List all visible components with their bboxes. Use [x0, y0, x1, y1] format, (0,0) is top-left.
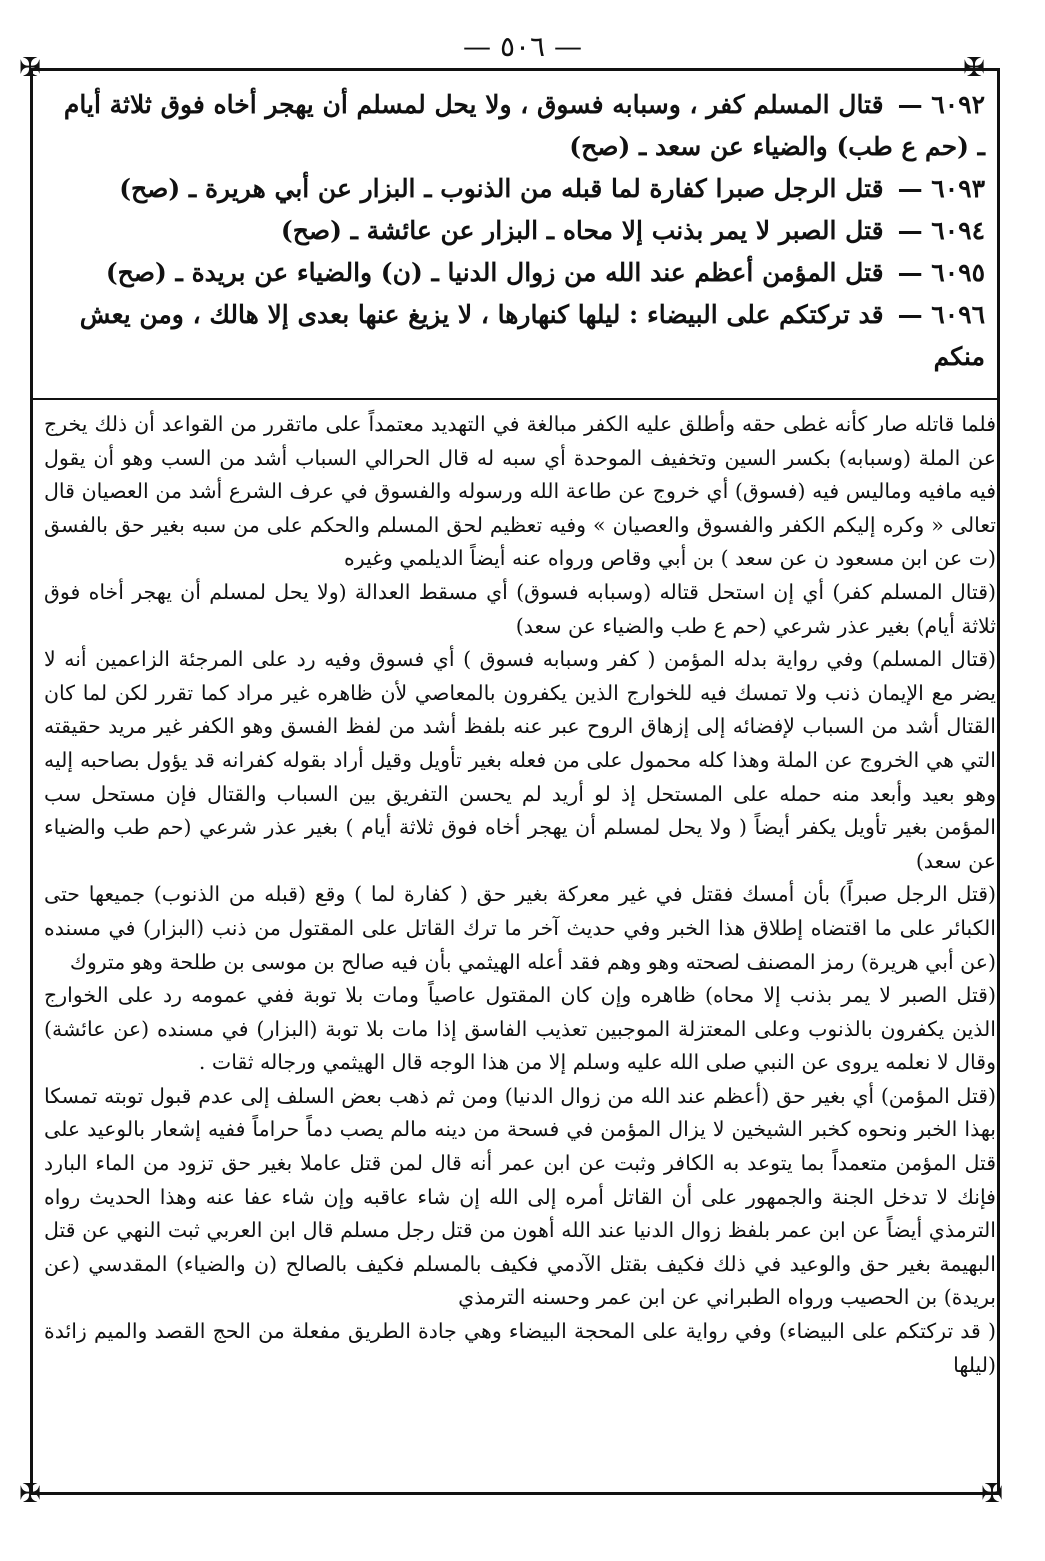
- hadith-text: قتال المسلم كفر ، وسبابه فسوق ، ولا يحل لمسلم أن يهجر أخاه فوق ثلاثة أيام ـ (حم ع طب) والضياء عن سعد ـ (صح): [63, 90, 985, 161]
- commentary-paragraph: (قتل الرجل صبراً) بأن أمسك فقتل في غير معركة بغير حق ( كفارة لما ) وقع (قبله من الذنوب) جميعها حتى الكبائر على ما اقتضاه إطلاق هذا الخبر وفي حديث آخر ما ترك القاتل على المقتول من ذنب (البزار) في مسنده (عن أبي هريرة) رمز المصنف لصحته وهو وهم فقد أعله الهيثمي بأن فيه صالح بن موسى بن طلحة وهو متروك: [44, 882, 996, 974]
- corner-ornament-icon: ✠: [19, 1479, 41, 1509]
- hadith-number: ٦٠٩٥ —: [897, 258, 985, 287]
- hadith-entry: [50, 210, 985, 252]
- commentary-paragraph: (قتل المؤمن) أي بغير حق (أعظم عند الله من زوال الدنيا) ومن ثم ذهب بعض السلف إلى عدم قبول توبته تمسكا بهذا الخبر ونحوه كخبر الشيخين لا يزال المؤمن في فسحة من دينه مالم يصب دماً حراماً ففيه إشعار بالوعيد على قتل المؤمن متعمداً بما يتوعد به الكافر وثبت عن ابن عمر أنه قال لمن قتل عاملا بغير حق تزود من الماء البارد فإنك لا تدخل الجنة والجمهور على أن القاتل أمره إلى الله إن شاء عاقبه وإن شاء عفا عنه وهذا الحديث رواه الترمذي أيضاً عن ابن عمر بلفظ زوال الدنيا عند الله أهون من قتل رجل مسلم قال ابن العربي ثبت النهي عن قتل البهيمة بغير حق والوعيد في ذلك فكيف بقتل الآدمي فكيف بالمسلم فكيف بالصالح (ن والضياء) المقدسي (عن بريدة) بن الحصيب ورواه الطبراني عن ابن عمر وحسنه الترمذي: [44, 1083, 996, 1310]
- commentary-paragraph: (قتال المسلم كفر) أي إن استحل قتاله (وسبابه فسوق) أي مسقط العدالة (ولا يحل لمسلم أن يهجر أخاه فوق ثلاثة أيام) بغير عذر شرعي (حم ع طب والضياء عن سعد): [44, 579, 996, 638]
- section-divider: [32, 398, 998, 400]
- hadith-entry: [50, 84, 985, 168]
- commentary-paragraph: فلما قاتله صار كأنه غطى حقه وأطلق عليه الكفر مبالغة في التهديد معتمداً على ماتقرر من القواعد أن ذلك يخرج عن الملة (وسبابه) بكسر السين وتخفيف الموحدة أي سبه له قال الحرالي السباب أشد من السب وهو أن يقول فيه مافيه وماليس فيه (فسوق) أي خروج عن طاعة الله ورسوله والفسوق في عرف الشرع أشد من العصيان قال تعالى « وكره إليكم الكفر والفسوق والعصيان » وفيه تعظيم لحق المسلم والحكم على من سبه بغير حق بالفسق (ت عن ابن مسعود ن عن سعد ) بن أبي وقاص ورواه عنه أيضاً الديلمي وغيره: [44, 412, 996, 571]
- commentary-section: [44, 408, 996, 1382]
- hadith-text-section: [50, 84, 985, 378]
- commentary-paragraph: (قتال المسلم) وفي رواية بدله المؤمن ( كفر وسبابه فسوق ) أي فسوق وفيه رد على المرجئة الزاعمين أنه لا يضر مع الإيمان ذنب ولا تمسك فيه للخوارج الذين يكفرون بالمعاصي لأن ظاهره غير مراد كما تقرر لكن لما كان القتال أشد من السباب لإفضائه إلى إزهاق الروح عبر عنه بلفظ أشد من لفظ الفسق وهو الكفر غير مريد حقيقته التي هي الخروج عن الملة وهذا كله محمول على من فعله بغير تأويل وقيل أراد بقوله كفرانه قد يؤول بصاحبه إليه وهو بعيد وأبعد منه حمله على المستحل إذ لو أريد لم يحسن التفريق بين السباب والقتال فإن مستحل سب المؤمن بغير تأويل يكفر أيضاً ( ولا يحل لمسلم أن يهجر أخاه فوق ثلاثة أيام ) بغير عذر شرعي (حم طب والضياء عن سعد): [44, 647, 996, 873]
- corner-ornament-icon: ✠: [981, 1479, 1003, 1509]
- hadith-number: ٦٠٩٣ —: [897, 174, 985, 203]
- commentary-paragraph: (قتل الصبر لا يمر بذنب إلا محاه) ظاهره وإن كان المقتول عاصياً ومات بلا توبة ففي عمومه رد على الخوارج الذين يكفرون بالذنوب وعلى المعتزلة الموجبين تعذيب الفاسق إذا مات بلا توبة (البزار) في مسنده (عن عائشة) وقال لا نعلمه يروى عن النبي صلى الله عليه وسلم إلا من هذا الوجه قال الهيثمي ورجاله ثقات .: [44, 983, 996, 1075]
- hadith-entry: [50, 252, 985, 294]
- hadith-entry: [50, 294, 985, 378]
- hadith-text: قتل الصبر لا يمر بذنب إلا محاه ـ البزار عن عائشة ـ (صح): [280, 216, 884, 245]
- commentary-paragraph: ( قد تركتكم على البيضاء) وفي رواية على المحجة البيضاء وهي جادة الطريق مفعلة من الحج القصد والميم زائدة (ليلها: [44, 1319, 996, 1377]
- hadith-text: قد تركتكم على البيضاء : ليلها كنهارها ، لا يزيغ عنها بعدى إلا هالك ، ومن يعش منكم: [79, 300, 985, 371]
- page-number: — ٥٠٦ —: [463, 30, 582, 63]
- hadith-text: قتل الرجل صبرا كفارة لما قبله من الذنوب ـ البزار عن أبي هريرة ـ (صح): [119, 174, 884, 203]
- hadith-number: ٦٠٩٢ —: [897, 90, 985, 119]
- corner-ornament-icon: ✠: [19, 53, 41, 83]
- hadith-text: قتل المؤمن أعظم عند الله من زوال الدنيا ـ (ن) والضياء عن بريدة ـ (صح): [105, 258, 884, 287]
- hadith-number: ٦٠٩٦ —: [897, 300, 985, 329]
- hadith-number: ٦٠٩٤ —: [897, 216, 985, 245]
- corner-ornament-icon: ✠: [963, 53, 985, 83]
- hadith-entry: [50, 168, 985, 210]
